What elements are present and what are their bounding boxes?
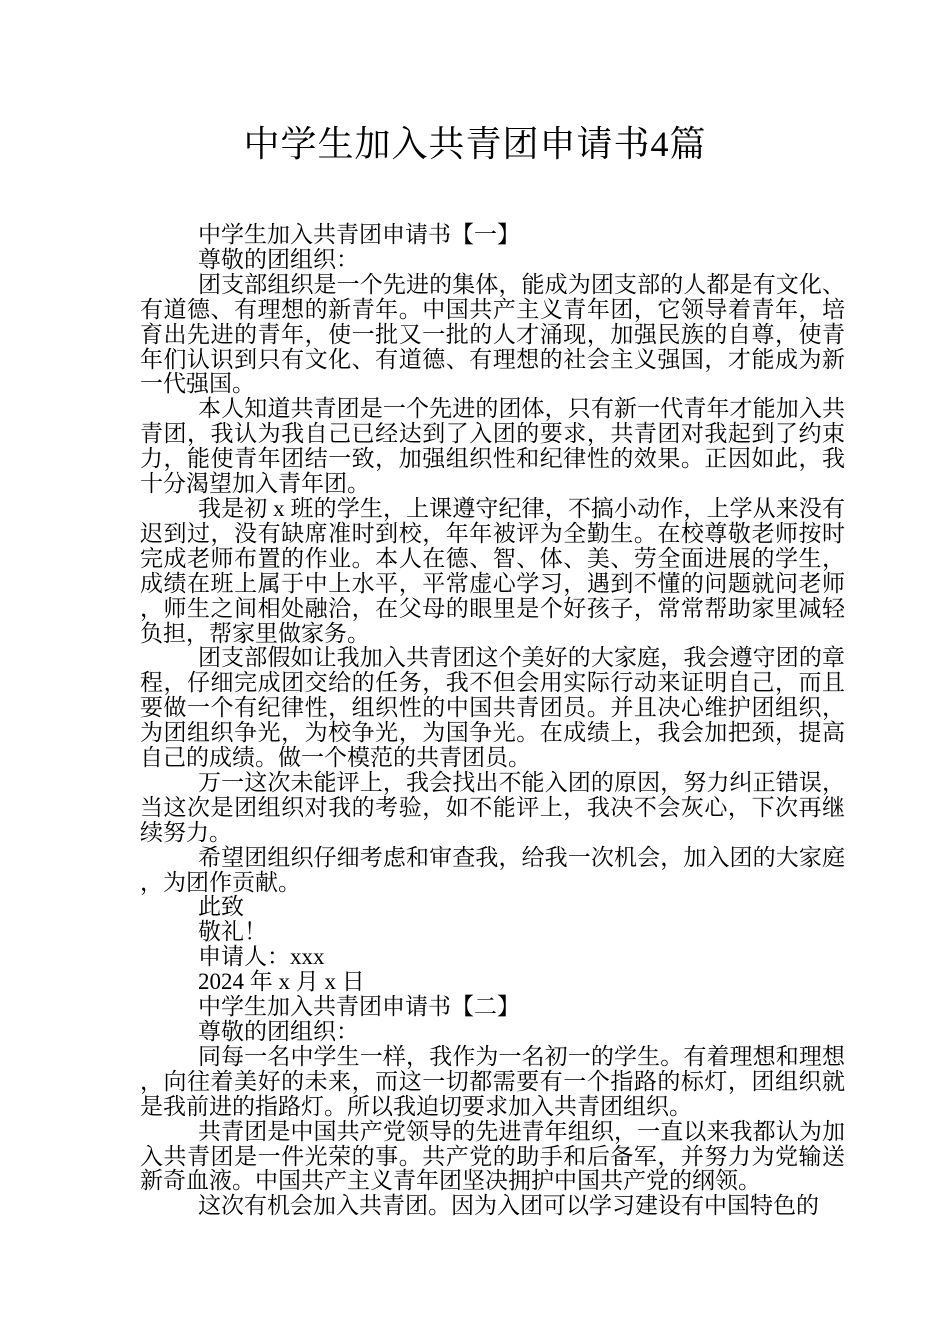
- doc-paragraph: 希望团组织仔细考虑和审查我，给我一次机会，加入团的大家庭，为团作贡献。: [140, 844, 845, 895]
- doc-section-heading: 中学生加入共青团申请书【二】: [198, 994, 520, 1020]
- doc-closing: 敬礼！: [198, 919, 267, 945]
- document-body: [140, 223, 845, 1219]
- doc-salutation: 尊敬的团组织：: [198, 1019, 359, 1044]
- doc-salutation: 尊敬的团组织：: [198, 246, 359, 272]
- document-title: 中学生加入共青团申请书4篇: [243, 124, 707, 164]
- doc-section-heading: 中学生加入共青团申请书【一】: [198, 222, 520, 247]
- doc-paragraph: 同每一名中学生一样，我作为一名初一的学生。有着理想和理想，向往着美好的未来，而这一切都需要有一个指路的标灯，团组织就是我前进的指路灯。所以我迫切要求加入共青团组织。: [140, 1043, 845, 1119]
- doc-paragraph: 共青团是中国共产党领导的先进青年组织，一直以来我都认为加入共青团是一件光荣的事。共产党的助手和后备军，并努力为党输送新奇血液。中国共产主义青年团坚决拥护中国共产党的纲领。: [140, 1118, 845, 1194]
- doc-paragraph: 本人知道共青团是一个先进的团体，只有新一代青年才能加入共青团，我认为我自己已经达到了入团的要求，共青团对我起到了约束力，能使青年团结一致，加强组织性和纪律性的效果。正因如此，我十分渴望加入青年团。: [140, 396, 845, 497]
- doc-paragraph: 团支部假如让我加入共青团这个美好的大家庭，我会遵守团的章程，仔细完成团交给的任务，我不但会用实际行动来证明自己，而且要做一个有纪律性，组织性的中国共青团员。并且决心维护团组织，为团组织争光，为校争光，为国争光。在成绩上，我会加把颈，提高自己的成绩。做一个模范的共青团员。: [140, 645, 845, 771]
- doc-date: 2024 年 x 月 x 日: [198, 969, 365, 995]
- doc-signature: 申请人：xxx: [198, 944, 325, 970]
- doc-paragraph: 这次有机会加入共青团。因为入团可以学习建设有中国特色的: [198, 1193, 819, 1219]
- doc-paragraph: 我是初 x 班的学生，上课遵守纪律，不搞小动作，上学从来没有迟到过，没有缺席准时到校，年年被评为全勤生。在校尊敬老师按时完成老师布置的作业。本人在德、智、体、美、劳全面进展的学生，成绩在班上属于中上水平，平常虚心学习，遇到不懂的问题就问老师，师生之间相处融洽，在父母的眼里是个好孩子，常常帮助家里减轻负担，帮家里做家务。: [140, 495, 845, 646]
- doc-closing: 此致: [198, 894, 244, 920]
- doc-paragraph: 万一这次未能评上，我会找出不能入团的原因，努力纠正错误，当这次是团组织对我的考验，如不能评上，我决不会灰心，下次再继续努力。: [140, 769, 845, 845]
- doc-paragraph: 团支部组织是一个先进的集体，能成为团支部的人都是有文化、有道德、有理想的新青年。中国共产主义青年团，它领导着青年，培育出先进的青年，使一批又一批的人才涌现，加强民族的自尊，使青年们认识到只有文化、有道德、有理想的社会主义强国，才能成为新一代强国。: [140, 271, 845, 397]
